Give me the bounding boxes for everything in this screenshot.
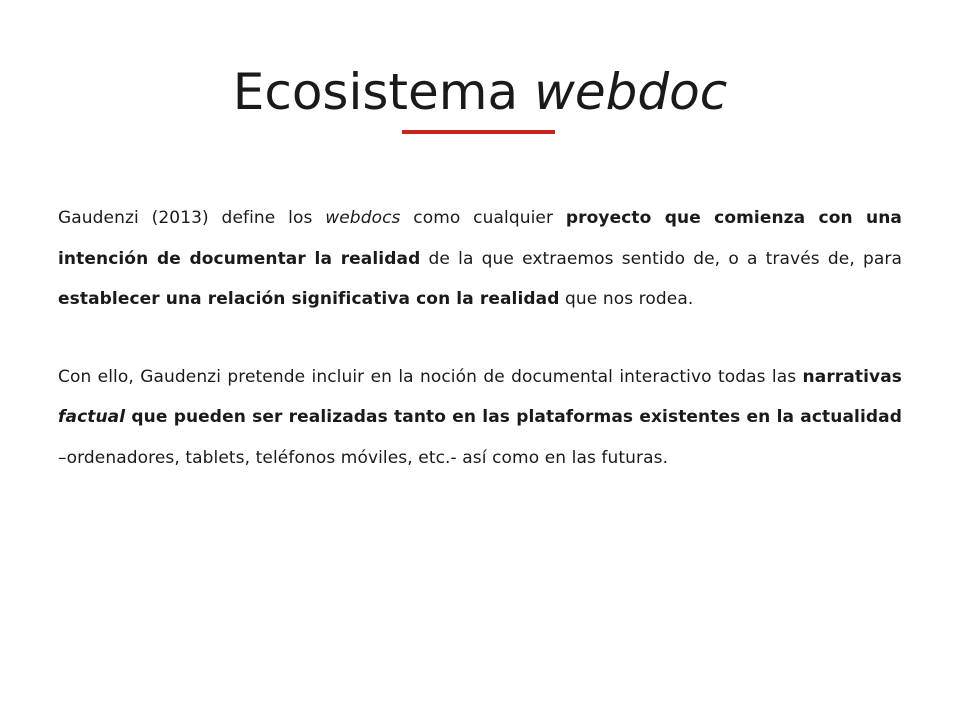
title-emphasis-text: webdoc: [534, 63, 728, 121]
p1-highlight-intention: proyecto que comienza con una intención de documentar la realidad: [58, 208, 902, 269]
p1-text-7: que nos rodea.: [559, 289, 694, 309]
slide-title: [0, 60, 960, 124]
p2-text-1: Con ello, Gaudenzi pretende incluir en la noción de documental interactivo todas las: [58, 366, 803, 387]
title-accent-underline: [402, 130, 555, 134]
title-main-text: Ecosistema: [232, 63, 535, 121]
p2-highlight-platforms: que pueden ser realizadas tanto en las plataformas existentes en la actualidad: [125, 407, 902, 427]
p2-text-5: –ordenadores, tablets, teléfonos móviles, etc.- así como en las futuras.: [58, 447, 669, 468]
p1-webdocs-term: webdocs: [325, 208, 401, 228]
p1-text-1: Gaudenzi (2013) define los: [58, 208, 326, 228]
p2-highlight-narrativas: narrativas: [802, 366, 902, 387]
p2-factual-term: factual: [58, 407, 126, 427]
p1-text-3: como cualquier: [400, 208, 566, 228]
p1-text-5: de la que extraemos sentido de, o a través de, para: [420, 248, 902, 269]
p1-highlight-relation: establecer una relación significativa con la realidad: [58, 289, 560, 309]
paragraph-scope: [58, 357, 902, 479]
paragraph-definition: [58, 198, 902, 320]
slide-body: [58, 198, 902, 515]
